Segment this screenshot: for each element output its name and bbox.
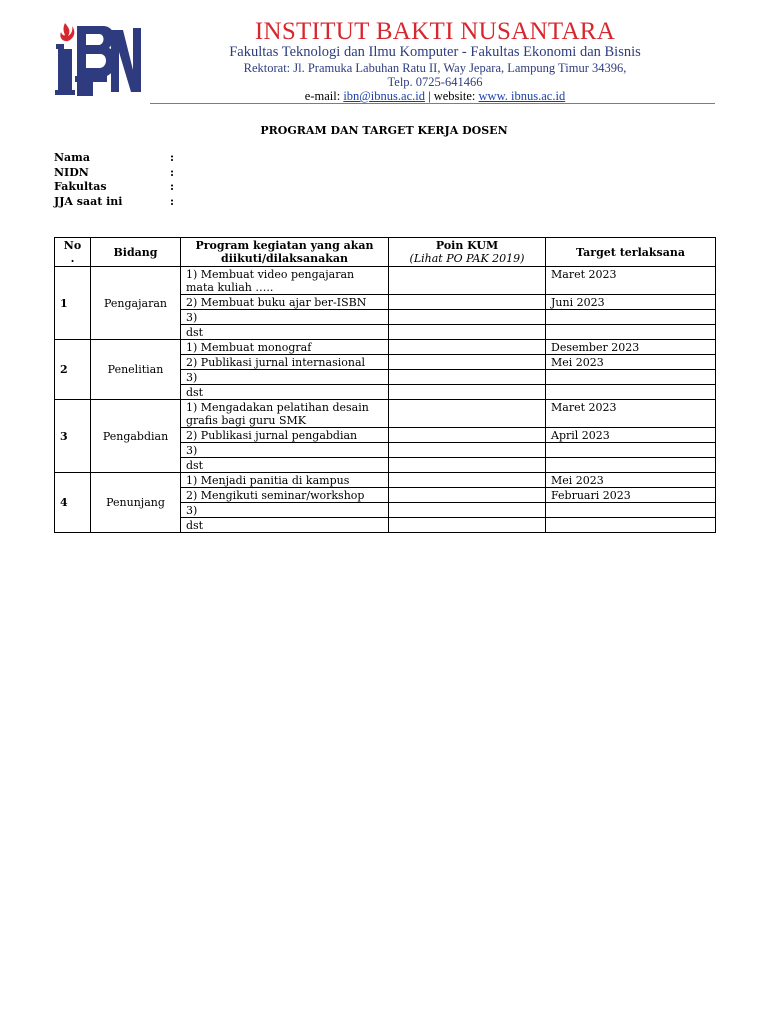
program-cell: 1) Membuat video pengajaran mata kuliah ….. bbox=[181, 267, 389, 295]
kum-cell bbox=[389, 503, 546, 518]
field-colon: : bbox=[170, 180, 175, 193]
program-cell: 3) bbox=[181, 503, 389, 518]
program-cell: 2) Membuat buku ajar ber-ISBN bbox=[181, 295, 389, 310]
kum-cell bbox=[389, 295, 546, 310]
field-label: Fakultas bbox=[54, 180, 107, 193]
target-cell bbox=[546, 518, 716, 533]
header-divider bbox=[150, 103, 715, 104]
program-cell: 3) bbox=[181, 310, 389, 325]
field-colon: : bbox=[170, 151, 175, 164]
kum-cell bbox=[389, 355, 546, 370]
work-target-table bbox=[54, 237, 716, 533]
target-cell: Februari 2023 bbox=[546, 488, 716, 503]
program-cell: dst bbox=[181, 458, 389, 473]
document-title: PROGRAM DAN TARGET KERJA DOSEN bbox=[260, 124, 508, 137]
email-link[interactable]: ibn@ibnus.ac.id bbox=[343, 89, 425, 103]
kum-cell bbox=[389, 267, 546, 295]
header-kum-note: (Lihat PO PAK 2019) bbox=[409, 252, 525, 265]
target-cell: Maret 2023 bbox=[546, 267, 716, 295]
program-cell: 1) Membuat monograf bbox=[181, 340, 389, 355]
header-target: Target terlaksana bbox=[546, 238, 716, 267]
row-number: 4 bbox=[55, 473, 91, 533]
row-bidang: Penunjang bbox=[91, 473, 181, 533]
program-cell: dst bbox=[181, 385, 389, 400]
target-cell: April 2023 bbox=[546, 428, 716, 443]
program-cell: dst bbox=[181, 518, 389, 533]
table-row bbox=[55, 267, 716, 295]
target-cell: Juni 2023 bbox=[546, 295, 716, 310]
program-cell: 1) Menjadi panitia di kampus bbox=[181, 473, 389, 488]
header-kum-label: Poin KUM bbox=[435, 239, 499, 252]
kum-cell bbox=[389, 340, 546, 355]
target-cell bbox=[546, 310, 716, 325]
field-fakultas bbox=[54, 180, 174, 195]
field-colon: : bbox=[170, 165, 175, 179]
kum-cell bbox=[389, 488, 546, 503]
contact-line bbox=[150, 89, 720, 104]
table-row bbox=[55, 473, 716, 488]
row-number: 2 bbox=[55, 340, 91, 400]
field-colon: : bbox=[170, 194, 175, 208]
program-cell: 2) Publikasi jurnal pengabdian bbox=[181, 428, 389, 443]
table-row bbox=[55, 340, 716, 355]
kum-cell bbox=[389, 473, 546, 488]
kum-cell bbox=[389, 518, 546, 533]
header-kum bbox=[389, 238, 546, 267]
lecturer-fields bbox=[54, 151, 174, 209]
target-cell: Maret 2023 bbox=[546, 400, 716, 428]
kum-cell bbox=[389, 310, 546, 325]
row-number: 1 bbox=[55, 267, 91, 340]
kum-cell bbox=[389, 370, 546, 385]
website-label: | website: bbox=[424, 89, 479, 103]
header-bidang: Bidang bbox=[91, 238, 181, 267]
website-link[interactable]: www. ibnus.ac.id bbox=[478, 89, 566, 103]
target-cell: Desember 2023 bbox=[546, 340, 716, 355]
table-header-row bbox=[55, 238, 716, 267]
ibn-logo bbox=[53, 20, 143, 98]
target-cell: Mei 2023 bbox=[546, 473, 716, 488]
email-label: e-mail: bbox=[304, 89, 344, 103]
field-label: JJA saat ini bbox=[54, 194, 123, 208]
target-cell: Mei 2023 bbox=[546, 355, 716, 370]
kum-cell bbox=[389, 385, 546, 400]
program-cell: 2) Mengikuti seminar/workshop bbox=[181, 488, 389, 503]
field-jja bbox=[54, 195, 174, 210]
kum-cell bbox=[389, 325, 546, 340]
target-cell bbox=[546, 443, 716, 458]
header-no: No . bbox=[55, 238, 91, 267]
field-nama bbox=[54, 151, 174, 166]
address-line: Rektorat: Jl. Pramuka Labuhan Ratu II, Way Jepara, Lampung Timur 34396, bbox=[243, 61, 627, 75]
row-number: 3 bbox=[55, 400, 91, 473]
row-bidang: Pengabdian bbox=[91, 400, 181, 473]
phone-line: Telp. 0725-641466 bbox=[387, 75, 483, 89]
table-row bbox=[55, 400, 716, 428]
row-bidang: Penelitian bbox=[91, 340, 181, 400]
kum-cell bbox=[389, 428, 546, 443]
kum-cell bbox=[389, 458, 546, 473]
target-cell bbox=[546, 503, 716, 518]
program-cell: 3) bbox=[181, 443, 389, 458]
field-label: NIDN bbox=[54, 165, 89, 179]
field-label: Nama bbox=[54, 151, 90, 164]
header-program: Program kegiatan yang akan diikuti/dilaksanakan bbox=[181, 238, 389, 267]
faculties-line: Fakultas Teknologi dan Ilmu Komputer - Fakultas Ekonomi dan Bisnis bbox=[229, 44, 641, 60]
program-cell: 1) Mengadakan pelatihan desain grafis bagi guru SMK bbox=[181, 400, 389, 428]
institution-name: INSTITUT BAKTI NUSANTARA bbox=[254, 18, 616, 45]
target-cell bbox=[546, 458, 716, 473]
program-cell: 2) Publikasi jurnal internasional bbox=[181, 355, 389, 370]
row-bidang: Pengajaran bbox=[91, 267, 181, 340]
kum-cell bbox=[389, 443, 546, 458]
program-cell: 3) bbox=[181, 370, 389, 385]
target-cell bbox=[546, 370, 716, 385]
field-nidn bbox=[54, 166, 174, 181]
target-cell bbox=[546, 385, 716, 400]
program-cell: dst bbox=[181, 325, 389, 340]
kum-cell bbox=[389, 400, 546, 428]
target-cell bbox=[546, 325, 716, 340]
